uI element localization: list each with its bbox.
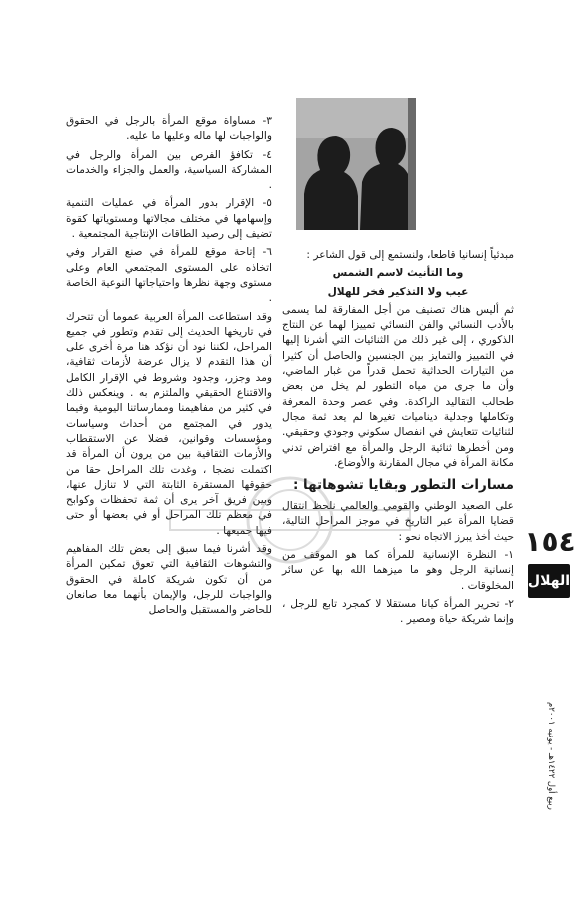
- body-paragraph: وقد استطاعت المرأة العربية عموما أن تتحرك في تاريخها الحديث إلى تقدم وتطور في جميع المراحل، لكننا نود أن نؤكد هنا مرة أخرى على أن هذا التقدم لا يزال عرضة لأزمات ثقافية، ومد وجزر، وجدود وشروط في الإقرار الكامل والاقتناع الحقيقي والملتزم به . وينعكس ذلك في كثير من مفاهيمنا وممارساتنا اليومية وفيما يدور في المجتمع من أحداث وسياسات ومؤسسات وقوانين، فضلا عن الاستقطاب والأزمات الثقافية بين من يرون أن المرأة قد اكتملت نضجا ، وغدت تلك المراحل حقا من حقوقها المستقرة الثابتة التي لا تنازل عنها، وبين فريق آخر يرى أن ثمة تحفظات وكوابح في معظم تلك المراحل أو في بعضها أو حتى فيها جميعها .: [66, 310, 272, 537]
- illustration-photo: [296, 98, 416, 230]
- body-paragraph: وقد أشرنا فيما سبق إلى بعض تلك المفاهيم والتشوهات الثقافية التي تعوق تمكين المرأة من أن تكون شريكة كاملة في الحقوق والواجبات للرجل، والإيمان بأنهما معا صانعان للحاضر والمستقبل والحاصل: [66, 543, 272, 617]
- list-item: ٤- تكافؤ الفرص بين المرأة والرجل في المشاركة السياسية، والعمل والجزاء والخدمات .: [66, 148, 272, 192]
- silhouette-graphic: [296, 98, 416, 230]
- list-item: ١- النظرة الإنسانية للمرأة كما هو الموقف من إنسانية الرجل وهو ما ميزهما الله بها عن سائر المخلوقات .: [282, 549, 514, 592]
- verse-line-2: عيب ولا التذكير فخر للهلال: [327, 285, 469, 298]
- body-paragraph: ثم أليس هناك تصنيف من أجل المفارقة لما يسمى بالأدب النسائي والفن النسائي تمييزا لهما عن النتاج الذكوري ، إلى غير ذلك من الثنائيات التي أشرنا إليها في التمييز والتمايز بين الجنسين والحاصل أن كثيرا من التيارات الحداثية تحمل قدراً من غبار الماضي، وأن ما جرى من مياه التطور لم يخل من بعض طحالب التقاليد الراكدة. وفي عصر وحدة المعرفة وتكاملها وجدلية ديناميات تغيرها لم يعد ثمة مجال لثنائيات تتعايش في انفصال سكوني وجودي وحقيقي. ومن أخطرها ثنائية الرجل والمرأة مع افتراض تدني مكانة المرأة في مجال المقارنة والأوضاع.: [282, 303, 514, 469]
- list-item: ٦- إتاحة موقع للمرأة في صنع القرار وفي اتخاذه على المستوى المجتمعي العام وعلى مستوى وجهة نظرها واحتياجاتها النوعية الخاصة .: [66, 246, 272, 305]
- magazine-logo: [528, 564, 570, 598]
- body-paragraph: على الصعيد الوطني والقومي والعالمي نلحظ انتقال قضايا المرأة عبر التاريخ في موجز المراحل التالية، حيث أخذ يبرز الاتجاه نحو :: [282, 500, 514, 543]
- right-column: [282, 248, 514, 631]
- left-column: [66, 114, 272, 622]
- list-item: ٢- تحرير المرأة كيانا مستقلا لا كمجرد تابع للرجل ، وإنما شريكة حياة ومصير .: [282, 597, 514, 626]
- verse-line-1: وما التأنيث لاسم الشمس: [332, 267, 464, 280]
- issue-date: ربيع أول ١٤٢٢هـ - يونيه ٢٠٠١م: [546, 702, 556, 810]
- intro-paragraph: مبدئياً إنسانيا قاطعا، ولنستمع إلى قول الشاعر :: [306, 249, 514, 261]
- section-heading: مسارات التطور وبقايا تشوهاتها :: [292, 477, 514, 494]
- magazine-logo-text: الهلال: [527, 573, 570, 589]
- list-item: ٣- مساواة موقع المرأة بالرجل في الحقوق والواجبات لها ماله وعليها ما عليه.: [66, 115, 272, 143]
- list-item: ٥- الإقرار بدور المرأة في عمليات التنمية وإسهامها في مختلف مجالاتها ومستوياتها كقوة تضيف إلى رصيد الطاقات الإنتاجية المجتمعية .: [66, 197, 272, 241]
- page-number: ١٥٤: [524, 525, 576, 558]
